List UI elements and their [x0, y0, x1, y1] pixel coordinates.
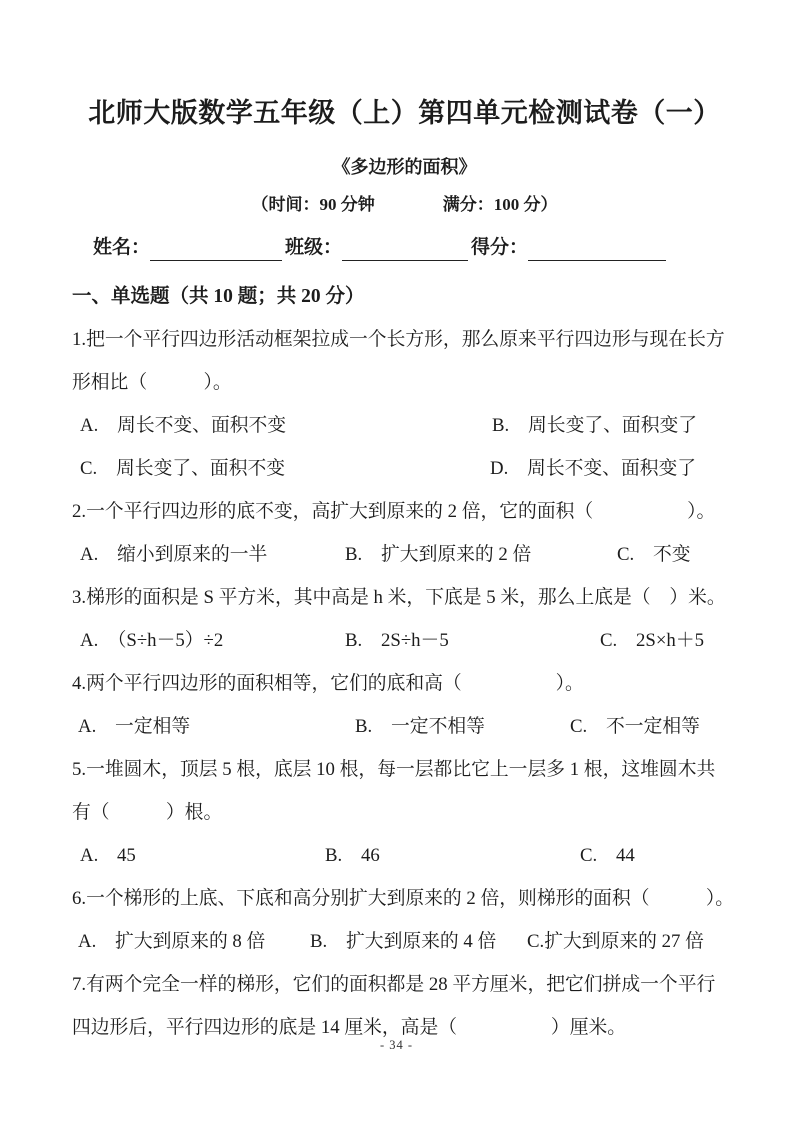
question-text: 2.一个平行四边形的底不变，高扩大到原来的 2 倍，它的面积（ ）。 — [72, 501, 716, 522]
option-a: A. （S÷h－5）÷2 — [80, 630, 224, 651]
option-b: B. 46 — [325, 845, 380, 866]
option-row — [72, 920, 737, 963]
question-text: 形相比（ ）。 — [72, 372, 232, 393]
option-b: B. 2S÷h－5 — [345, 630, 449, 651]
question-4 — [72, 662, 737, 748]
option-d: D. 周长不变、面积变了 — [490, 458, 697, 479]
exam-info: （时间：90 分钟 满分：100 分） — [251, 195, 558, 214]
score-blank — [528, 236, 666, 261]
option-c: C. 不变 — [617, 544, 691, 565]
option-row — [72, 533, 737, 576]
option-b: B. 周长变了、面积变了 — [492, 415, 698, 436]
option-b: B. 扩大到原来的 4 倍 — [310, 931, 497, 952]
option-row — [72, 705, 737, 748]
option-row — [72, 447, 737, 490]
question-text: 4.两个平行四边形的面积相等，它们的底和高（ ）。 — [72, 673, 584, 694]
option-row — [72, 619, 737, 662]
question-2 — [72, 490, 737, 576]
option-a: A. 一定相等 — [78, 716, 191, 737]
question-text: 7.有两个完全一样的梯形，它们的面积都是 28 平方厘米，把它们拼成一个平行 — [72, 974, 716, 995]
option-a: A. 45 — [80, 845, 136, 866]
option-c: C. 44 — [580, 845, 635, 866]
question-6 — [72, 877, 737, 963]
name-class-score-row — [93, 233, 737, 261]
option-b: B. 扩大到原来的 2 倍 — [345, 544, 532, 565]
option-c: C.扩大到原来的 27 倍 — [527, 931, 704, 952]
question-list — [72, 318, 737, 1049]
option-b: B. 一定不相等 — [355, 716, 485, 737]
class-blank — [342, 236, 468, 261]
question-text: 有（ ）根。 — [72, 802, 223, 823]
page-number: - 34 - — [379, 1038, 414, 1052]
option-row — [72, 404, 737, 447]
question-text: 6.一个梯形的上底、下底和高分别扩大到原来的 2 倍，则梯形的面积（ ）。 — [72, 888, 735, 909]
option-c: C. 周长变了、面积不变 — [80, 458, 286, 479]
page-title: 北师大版数学五年级（上）第四单元检测试卷（一） — [88, 98, 721, 128]
option-a: A. 扩大到原来的 8 倍 — [78, 931, 266, 952]
score-label: 得分： — [471, 237, 529, 258]
option-c: C. 不一定相等 — [570, 716, 700, 737]
name-label: 姓名： — [93, 237, 151, 258]
question-3 — [72, 576, 737, 662]
option-c: C. 2S×h＋5 — [600, 630, 704, 651]
question-text: 3.梯形的面积是 S 平方米，其中高是 h 米，下底是 5 米，那么上底是（ ）米。 — [72, 587, 726, 608]
question-text: 四边形后，平行四边形的底是 14 厘米，高是（ ）厘米。 — [72, 1017, 627, 1038]
option-row — [72, 834, 737, 877]
section-heading: 一、单选题（共 10 题；共 20 分） — [72, 286, 365, 307]
page-subtitle: 《多边形的面积》 — [332, 157, 477, 177]
class-label: 班级： — [285, 237, 343, 258]
option-a: A. 周长不变、面积不变 — [80, 415, 287, 436]
question-7 — [72, 963, 737, 1049]
question-text: 1.把一个平行四边形活动框架拉成一个长方形，那么原来平行四边形与现在长方 — [72, 329, 725, 350]
question-text: 5.一堆圆木，顶层 5 根，底层 10 根，每一层都比它上一层多 1 根，这堆圆木共 — [72, 759, 716, 780]
question-5 — [72, 748, 737, 877]
name-blank — [150, 236, 282, 261]
question-1 — [72, 318, 737, 490]
option-a: A. 缩小到原来的一半 — [80, 544, 268, 565]
